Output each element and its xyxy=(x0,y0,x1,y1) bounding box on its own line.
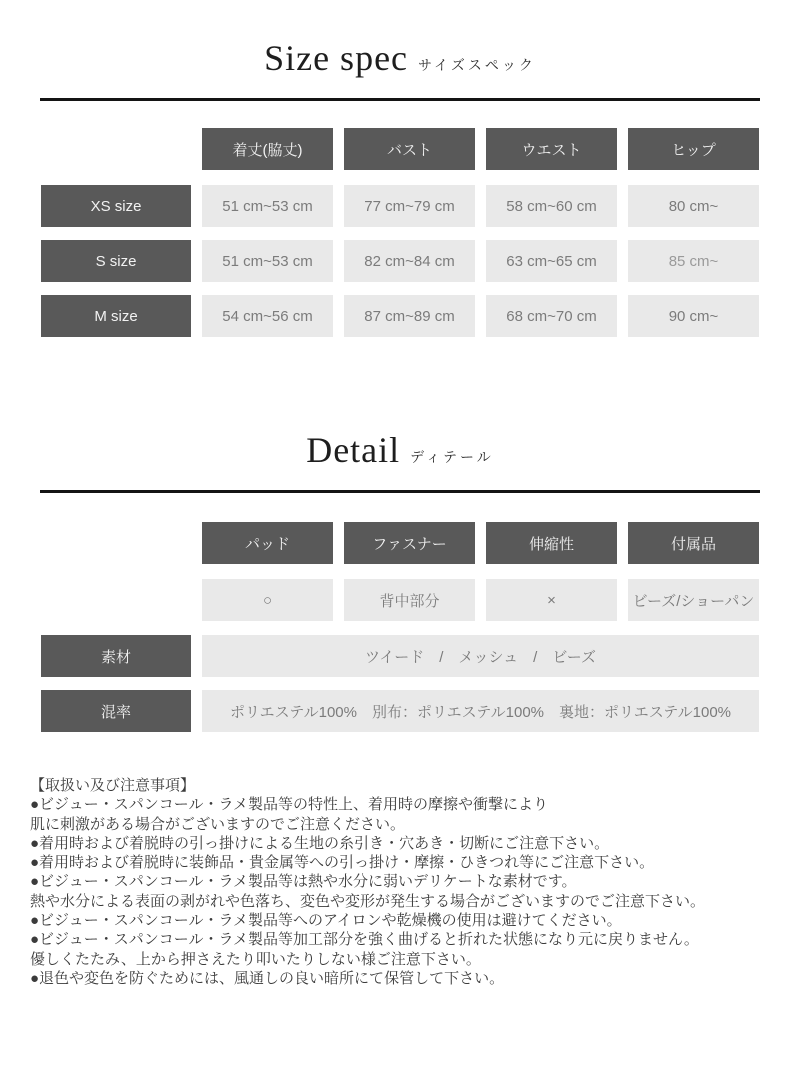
s-waist-value: 63 cm~65 cm xyxy=(486,240,617,282)
header-spacer xyxy=(41,128,191,170)
xs-waist-value: 58 cm~60 cm xyxy=(486,185,617,227)
column-header-length: 着丈(脇丈) xyxy=(202,128,333,170)
detail-divider xyxy=(40,490,760,493)
column-header-pad: パッド xyxy=(202,522,333,564)
m-length-value: 54 cm~56 cm xyxy=(202,295,333,337)
column-header-fastener: ファスナー xyxy=(344,522,475,564)
care-note-line: ●ビジュー・スパンコール・ラメ製品等加工部分を強く曲げると折れた状態になり元に戻りません。 xyxy=(30,931,699,949)
accessories-value: ビーズ/ショーパン xyxy=(628,579,759,621)
detail-title xyxy=(0,350,800,480)
xs-hip-value: 80 cm~ xyxy=(628,185,759,227)
xs-length-value: 51 cm~53 cm xyxy=(202,185,333,227)
table-row-xs xyxy=(41,185,800,227)
detail-header-row xyxy=(41,522,800,564)
care-note-line: ●着用時および着脱時の引っ掛けによる生地の糸引き・穴あき・切断にご注意下さい。 xyxy=(30,834,610,852)
s-bust-value: 82 cm~84 cm xyxy=(344,240,475,282)
blend-ratio-row xyxy=(41,690,800,732)
row-label-s: S size xyxy=(41,240,191,282)
row-label-xs: XS size xyxy=(41,185,191,227)
row-label-m: M size xyxy=(41,295,191,337)
pad-value: ○ xyxy=(202,579,333,621)
table-row-m xyxy=(41,295,800,337)
detail-values-row xyxy=(41,579,800,621)
values-spacer xyxy=(41,579,191,621)
s-length-value: 51 cm~53 cm xyxy=(202,240,333,282)
blend-ratio-label: 混率 xyxy=(41,690,191,732)
s-hip-value: 85 cm~ xyxy=(628,240,759,282)
stretch-value: × xyxy=(486,579,617,621)
m-bust-value: 87 cm~89 cm xyxy=(344,295,475,337)
care-note-line: ●着用時および着脱時に装飾品・貴金属等への引っ掛け・摩擦・ひきつれ等にご注意下さい。 xyxy=(30,854,655,872)
material-value: ツイード / メッシュ / ビーズ xyxy=(202,635,759,677)
size-spec-title xyxy=(0,0,800,88)
column-header-hip: ヒップ xyxy=(628,128,759,170)
m-hip-value: 90 cm~ xyxy=(628,295,759,337)
care-notes xyxy=(30,776,780,988)
column-header-bust: バスト xyxy=(344,128,475,170)
table-row-s xyxy=(41,240,800,282)
detail-title-ja: ディテール xyxy=(410,449,494,465)
care-note-line: ●ビジュー・スパンコール・ラメ製品等は熱や水分に弱いデリケートな素材です。 xyxy=(30,873,577,891)
column-header-waist: ウエスト xyxy=(486,128,617,170)
care-note-line: ●退色や変色を防ぐためには、風通しの良い暗所にて保管して下さい。 xyxy=(30,969,505,987)
care-note-line: ●ビジュー・スパンコール・ラメ製品等の特性上、着用時の摩擦や衝撃により xyxy=(30,796,549,814)
care-note-line: 肌に刺激がある場合がございますのでご注意ください。 xyxy=(30,815,406,833)
fastener-value: 背中部分 xyxy=(344,579,475,621)
column-header-stretch: 伸縮性 xyxy=(486,522,617,564)
detail-section xyxy=(0,350,800,732)
detail-title-en: Detail xyxy=(306,430,401,470)
detail-table xyxy=(41,522,800,732)
blend-ratio-value: ポリエステル100% 別布：ポリエステル100% 裏地：ポリエステル100% xyxy=(202,690,759,732)
size-spec-table xyxy=(41,128,800,337)
care-note-line: ●ビジュー・スパンコール・ラメ製品等へのアイロンや乾燥機の使用は避けてください。 xyxy=(30,912,622,930)
size-spec-section xyxy=(0,0,800,337)
material-row xyxy=(41,635,800,677)
care-note-line: 熱や水分による表面の剥がれや色落ち、変色や変形が発生する場合がございますのでご注意下さい。 xyxy=(30,892,706,910)
size-spec-divider xyxy=(40,98,760,101)
size-spec-title-en: Size spec xyxy=(264,38,409,78)
size-spec-header-row xyxy=(41,128,800,170)
care-notes-heading: 【取扱い及び注意事項】 xyxy=(30,777,196,794)
material-label: 素材 xyxy=(41,635,191,677)
header-spacer xyxy=(41,522,191,564)
xs-bust-value: 77 cm~79 cm xyxy=(344,185,475,227)
size-spec-title-ja: サイズスペック xyxy=(418,57,536,73)
m-waist-value: 68 cm~70 cm xyxy=(486,295,617,337)
care-note-line: 優しくたたみ、上から押さえたり叩いたりしない様ご注意下さい。 xyxy=(30,950,481,968)
column-header-accessories: 付属品 xyxy=(628,522,759,564)
